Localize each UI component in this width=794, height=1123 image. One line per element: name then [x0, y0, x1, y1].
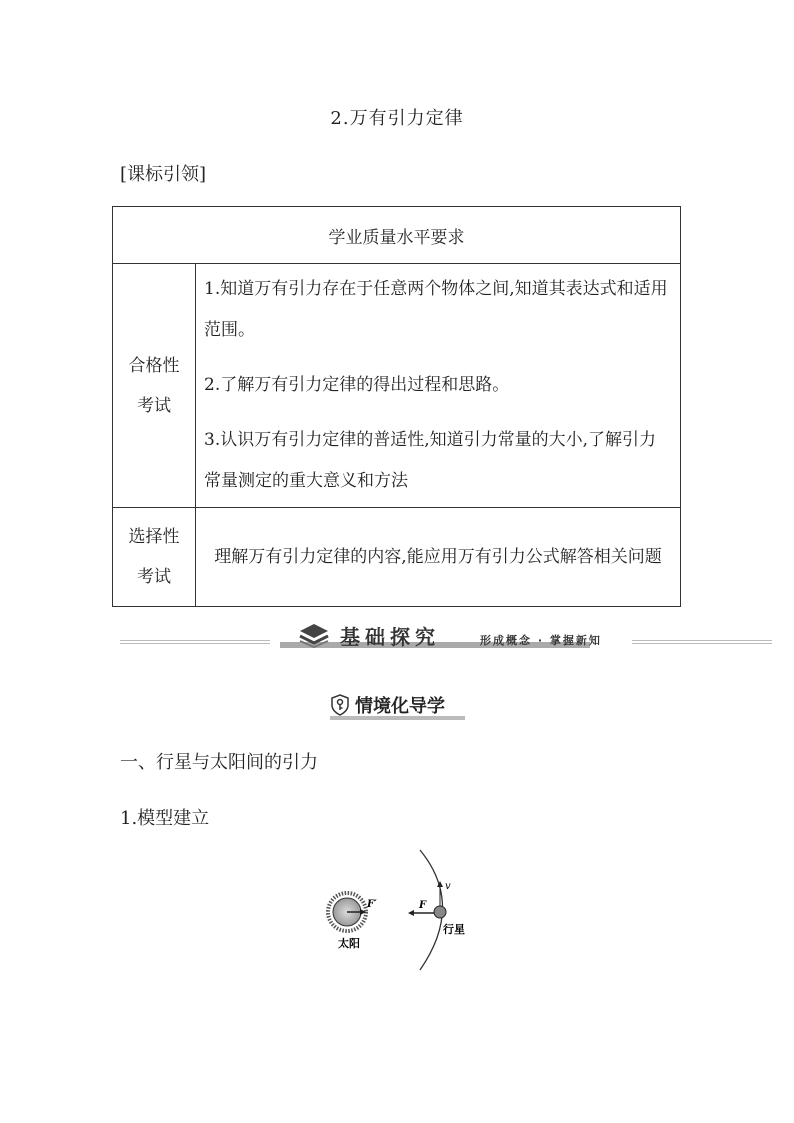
section-tag: [课标引领] — [120, 164, 207, 185]
stack-layers-icon — [298, 622, 330, 648]
key-shield-icon — [330, 694, 350, 716]
requirements-table — [112, 206, 681, 607]
subheading-text: 情境化导学 — [355, 696, 445, 717]
sun-label: 太阳 — [338, 937, 360, 950]
subheading — [330, 692, 445, 718]
subsection-heading: 1.模型建立 — [120, 808, 210, 829]
banner-title: 基础探究 — [340, 625, 440, 649]
requirement-cell — [196, 264, 681, 508]
table-header: 学业质量水平要求 — [113, 207, 681, 264]
table-row — [113, 264, 681, 508]
requirement-item: 2.了解万有引力定律的得出过程和思路。 — [204, 375, 510, 395]
table-row — [113, 508, 681, 607]
requirement-cell — [196, 508, 681, 607]
planet-label: 行星 — [443, 923, 465, 936]
requirement-item: 理解万有引力定律的内容,能应用万有引力公式解答相关问题 — [214, 547, 662, 567]
requirement-item: 1.知道万有引力存在于任意两个物体之间,知道其表达式和适用范围。 — [204, 279, 668, 340]
page-title: 2.万有引力定律 — [330, 108, 464, 129]
requirement-item: 3.认识万有引力定律的普适性,知道引力常量的大小,了解引力常量测定的重大意义和方法 — [204, 430, 657, 491]
sun-planet-diagram — [300, 845, 500, 975]
category-cell: 合格性 考试 — [113, 264, 196, 508]
velocity-label: v — [445, 881, 451, 892]
section-heading: 一、行星与太阳间的引力 — [120, 752, 318, 773]
force-label-planet: F — [419, 900, 427, 911]
banner-subtitle: 形成概念 · 掌握新知 — [480, 634, 602, 647]
section-banner — [120, 620, 772, 660]
force-label-sun: F′ — [367, 899, 377, 910]
planet-icon — [434, 906, 446, 918]
category-cell: 选择性 考试 — [113, 508, 196, 607]
